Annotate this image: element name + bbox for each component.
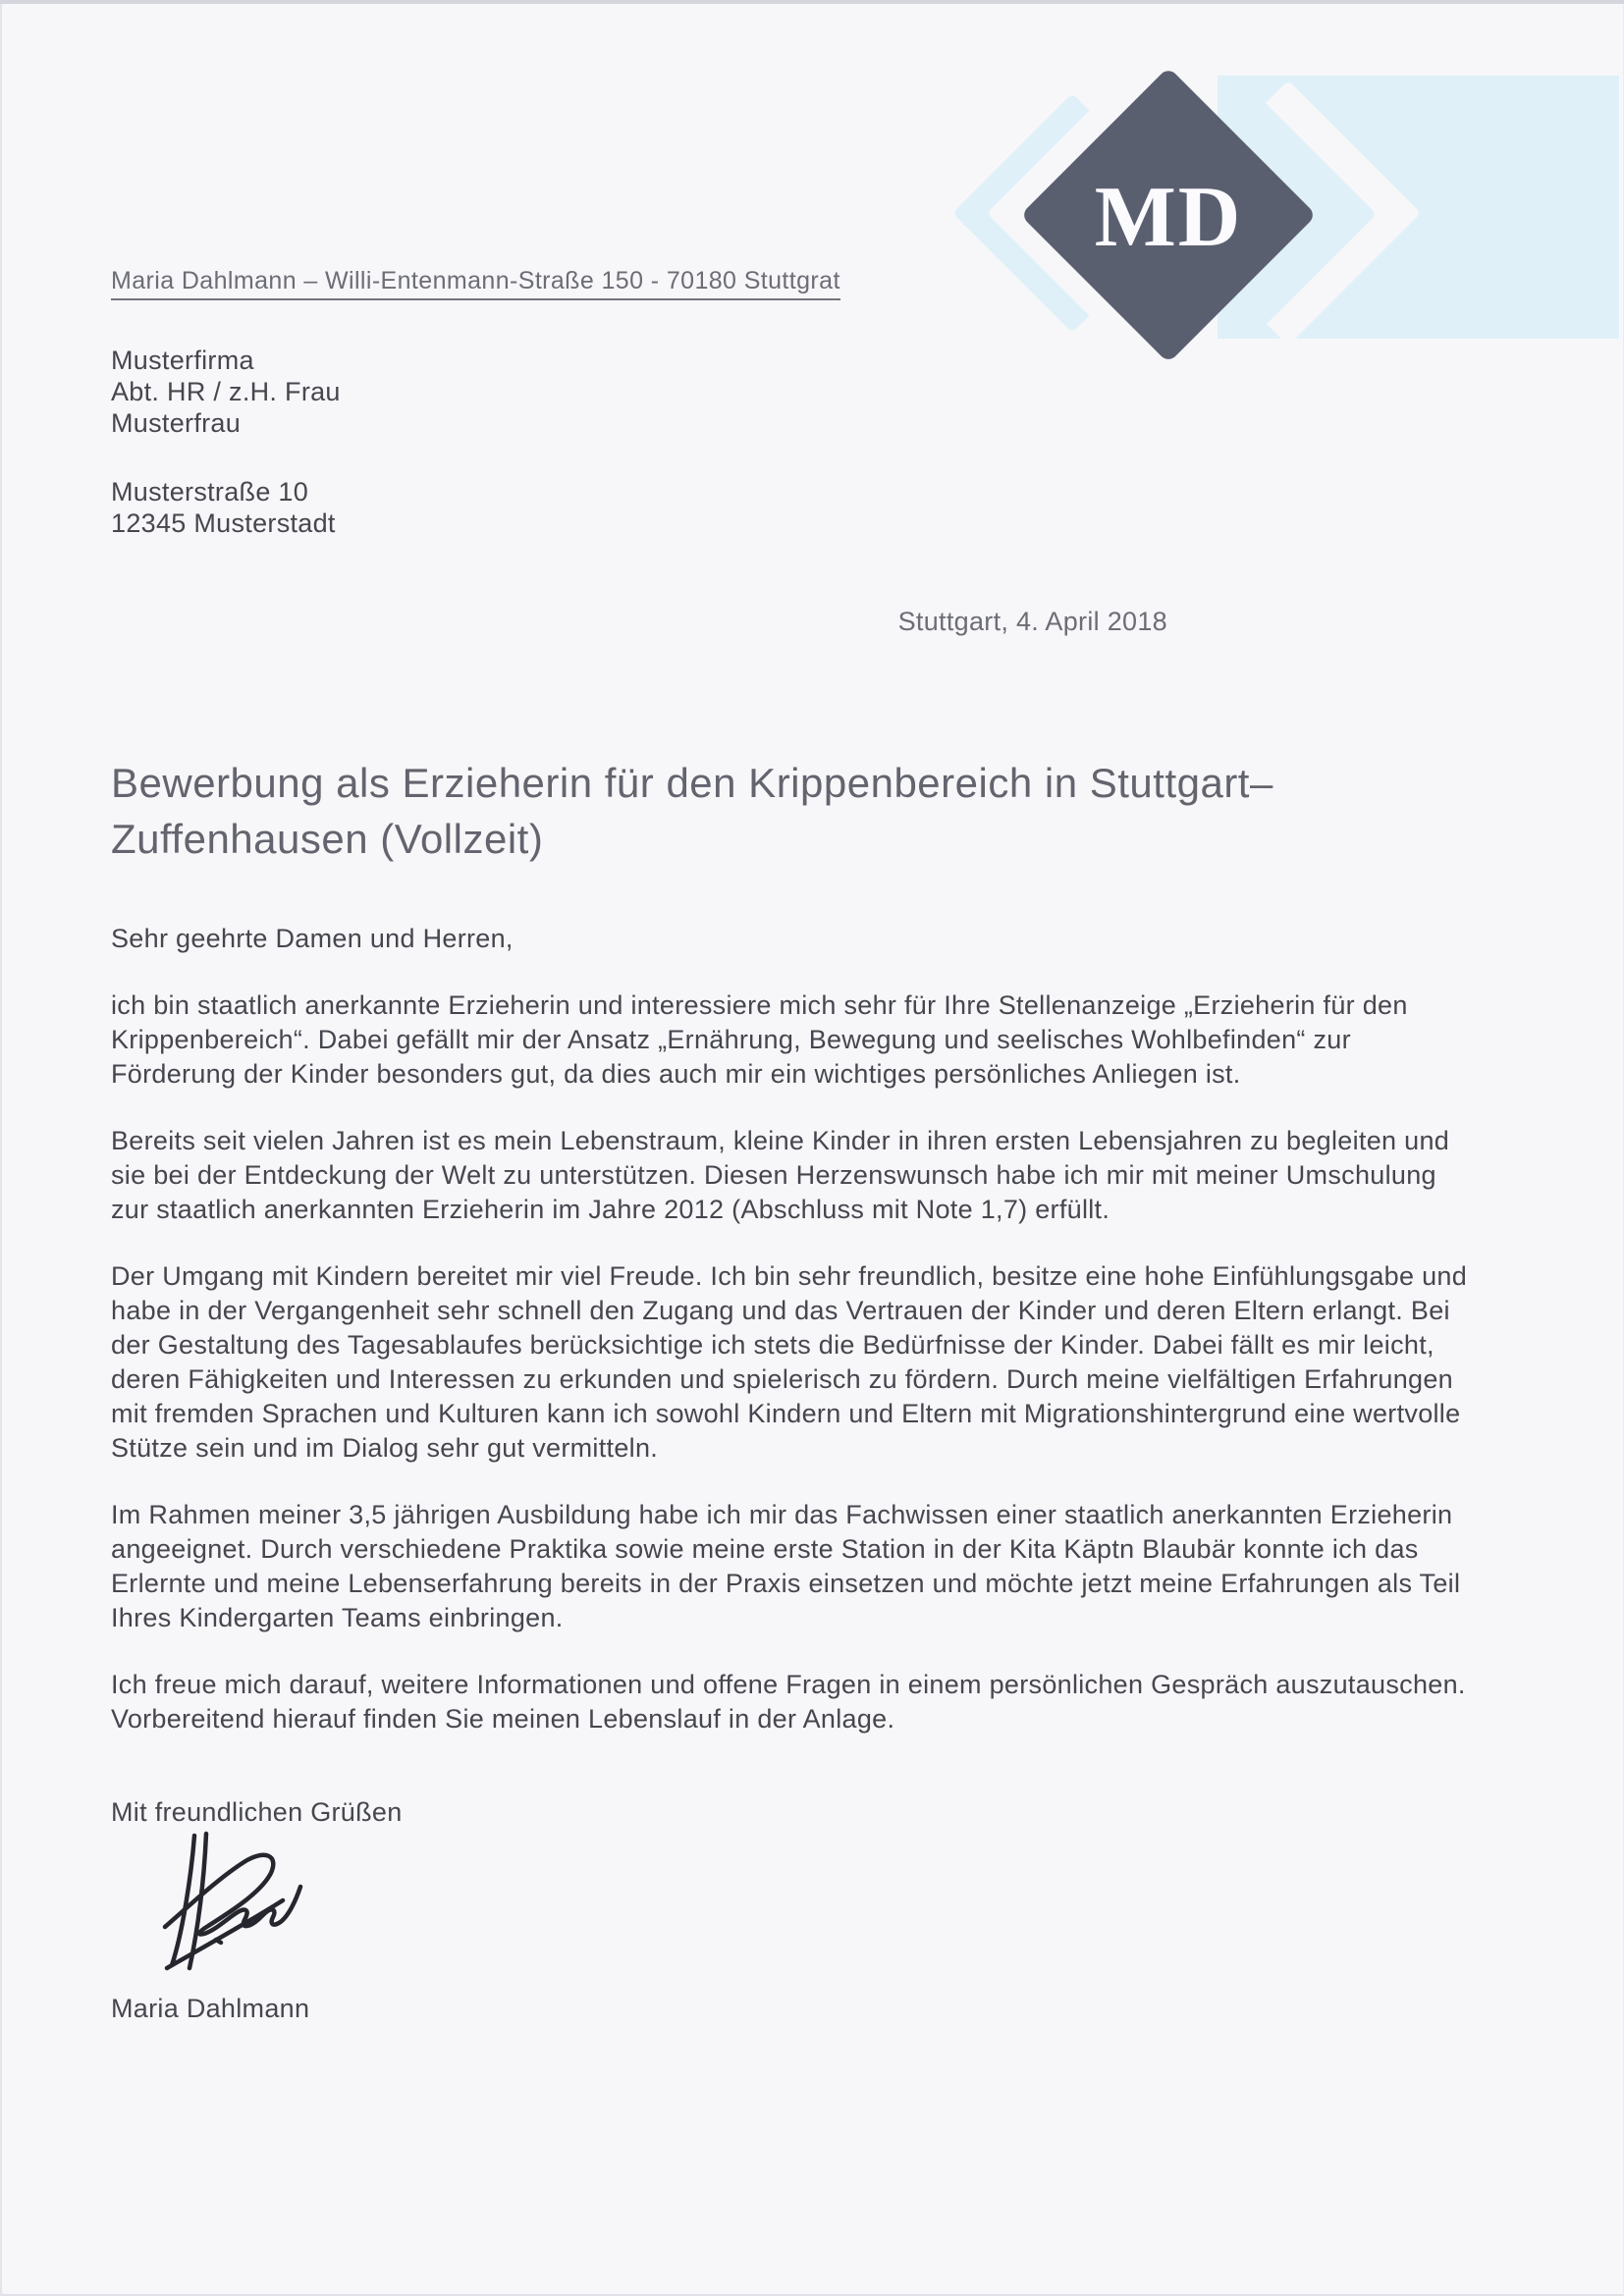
subject-heading: Bewerbung als Erzieherin für den Krippenbereich in Stuttgart–Zuffenhausen (Vollzeit) bbox=[111, 760, 1273, 862]
paragraph-outro: Ich freue mich darauf, weitere Informationen und offene Fragen in einem persönlichen Gespräch auszutauschen. Vorbereitend hierauf finden Sie meinen Lebenslauf in der Anlage. bbox=[111, 1670, 1466, 1734]
recipient-department: Abt. HR / z.H. Frau bbox=[111, 377, 341, 406]
recipient-city: 12345 Musterstadt bbox=[111, 508, 336, 538]
paragraph-motivation: Bereits seit vielen Jahren ist es mein Lebenstraum, kleine Kinder in ihren ersten Lebensjahren zu begleiten und sie bei der Entdeckung der Welt zu unterstützen. Diesen Herzenswunsch habe ich mir mit meiner Umschulung zur staatlich anerkannten Erzieherin im Jahre 2012 (Abschluss mit Note 1,7) erfüllt. bbox=[111, 1126, 1450, 1224]
recipient-contact: Musterfrau bbox=[111, 408, 242, 438]
letter-body bbox=[0, 267, 1624, 2024]
signer-name: Maria Dahlmann bbox=[111, 1994, 310, 2023]
paragraph-experience: Im Rahmen meiner 3,5 jährigen Ausbildung habe ich mir das Fachwissen einer staatlich anerkannten Erzieherin angeeignet. Durch verschiedene Praktika sowie meine erste Station in der Kita Käptn Blaubär konnte ich das Erlernte und meine Lebenserfahrung bereits in der Praxis einsetzen und möchte jetzt meine Erfahrungen als Teil Ihres Kindergarten Teams einbringen. bbox=[111, 1500, 1461, 1632]
recipient-address bbox=[111, 476, 1477, 539]
paragraph-strengths: Der Umgang mit Kindern bereitet mir viel Freude. Ich bin sehr freundlich, besitze eine hohe Einfühlungsgabe und habe in der Vergangenheit sehr schnell den Zugang und das Vertrauen der Kinder und deren Eltern erlangt. Bei der Gestaltung des Tagesablaufes berücksichtige ich stets die Bedürfnisse der Kinder. Dabei fällt es mir leicht, deren Fähigkeiten und Interessen zu erkunden und spielerisch zu fördern. Durch meine vielfältigen Erfahrungen mit fremden Sprachen und Kulturen kann ich sowohl Kindern und Eltern mit Migrationshintergrund eine wertvolle Stütze sein und im Dialog sehr gut vermitteln. bbox=[111, 1261, 1468, 1463]
recipient-company: Musterfirma bbox=[111, 346, 254, 375]
recipient-block bbox=[111, 345, 1477, 539]
signature-stroke bbox=[172, 1836, 194, 1965]
salutation: Sehr geehrte Damen und Herren, bbox=[111, 924, 514, 953]
date-line: Stuttgart, 4. April 2018 bbox=[897, 607, 1167, 636]
logo-initials: MD bbox=[1094, 170, 1243, 265]
valediction: Mit freundlichen Grüßen bbox=[111, 1797, 403, 1827]
signature-stroke bbox=[216, 1940, 221, 1943]
sender-return-address-text: Maria Dahlmann – Willi-Entenmann-Straße 150 - 70180 Stuttgrat bbox=[111, 267, 840, 300]
paragraph-intro: ich bin staatlich anerkannte Erzieherin und interessiere mich sehr für Ihre Stellenanzeige „Erzieherin für den Krippenbereich“. Dabei gefällt mir der Ansatz „Ernährung, Bewegung und seelisches Wohlbefinden“ zur Förderung der Kinder besonders gut, da dies auch mir ein wichtiges persönliches Anliegen ist. bbox=[111, 990, 1408, 1089]
handwritten-signature bbox=[159, 1830, 306, 1972]
sender-return-address bbox=[111, 267, 1477, 300]
recipient-street: Musterstraße 10 bbox=[111, 477, 309, 507]
letter-text bbox=[111, 922, 1477, 1736]
